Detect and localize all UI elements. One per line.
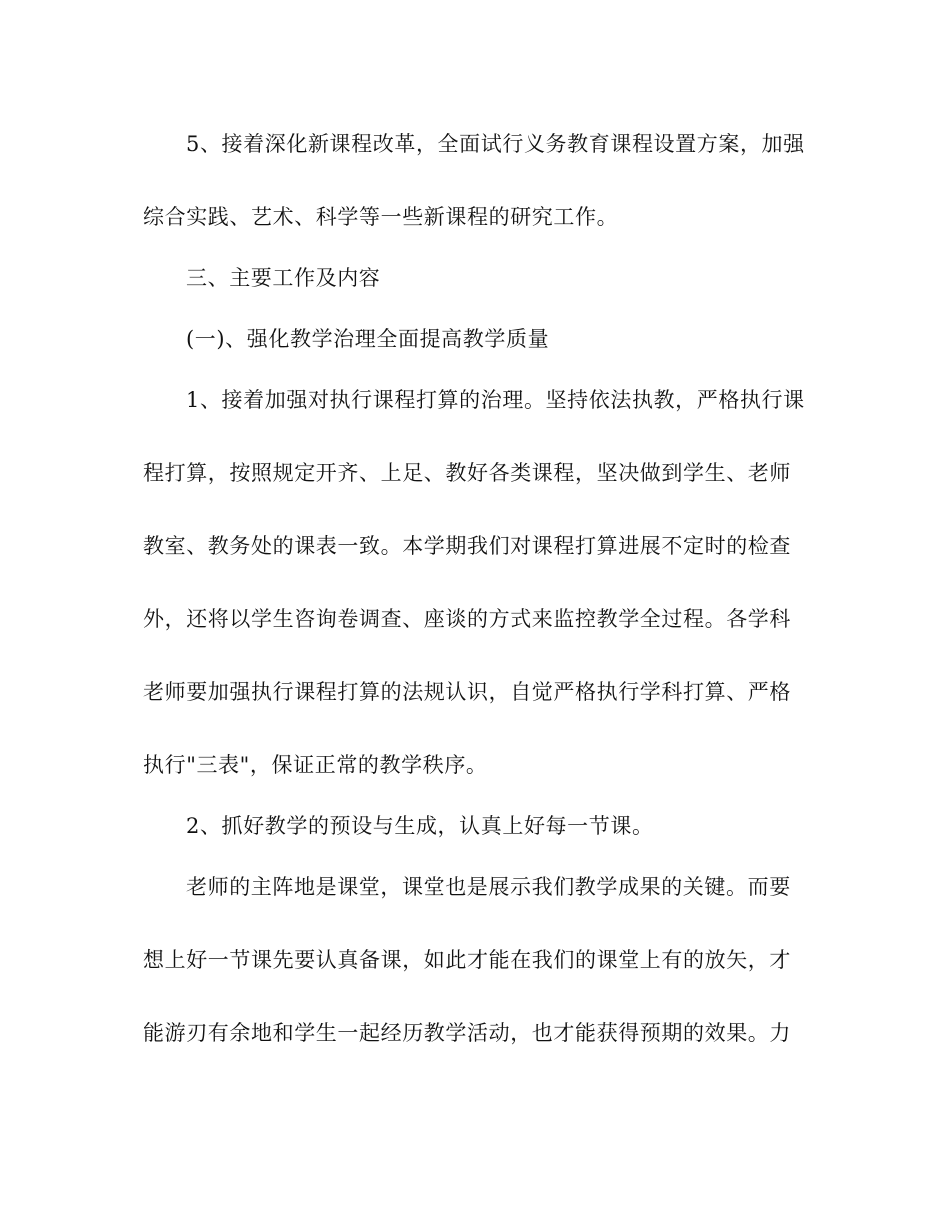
paragraph-line: 老师要加强执行课程打算的法规认识，自觉严格执行学科打算、严格	[143, 680, 791, 704]
paragraph-line: 2、抓好教学的预设与生成，认真上好每一节课。	[186, 814, 654, 838]
section-heading: 三、主要工作及内容	[186, 266, 381, 290]
paragraph-line: 想上好一节课先要认真备课，如此才能在我们的课堂上有的放矢，才	[143, 948, 791, 972]
paragraph-line: 能游刃有余地和学生一起经历教学活动，也才能获得预期的效果。力	[143, 1021, 791, 1045]
subsection-heading: (一)、强化教学治理全面提高教学质量	[186, 327, 550, 351]
paragraph-line: 老师的主阵地是课堂，课堂也是展示我们教学成果的关键。而要	[186, 875, 791, 899]
paragraph-line: 5、接着深化新课程改革，全面试行义务教育课程设置方案，加强	[186, 132, 805, 156]
paragraph-line: 综合实践、艺术、科学等一些新课程的研究工作。	[143, 205, 619, 229]
paragraph-line: 外，还将以学生咨询卷调查、座谈的方式来监控教学全过程。各学科	[143, 607, 791, 631]
paragraph-line: 执行"三表"，保证正常的教学秩序。	[143, 753, 488, 777]
paragraph-line: 教室、教务处的课表一致。本学期我们对课程打算进展不定时的检查	[143, 534, 791, 558]
paragraph-line: 程打算，按照规定开齐、上足、教好各类课程，坚决做到学生、老师	[143, 461, 791, 485]
paragraph-line: 1、接着加强对执行课程打算的治理。坚持依法执教，严格执行课	[186, 388, 805, 412]
